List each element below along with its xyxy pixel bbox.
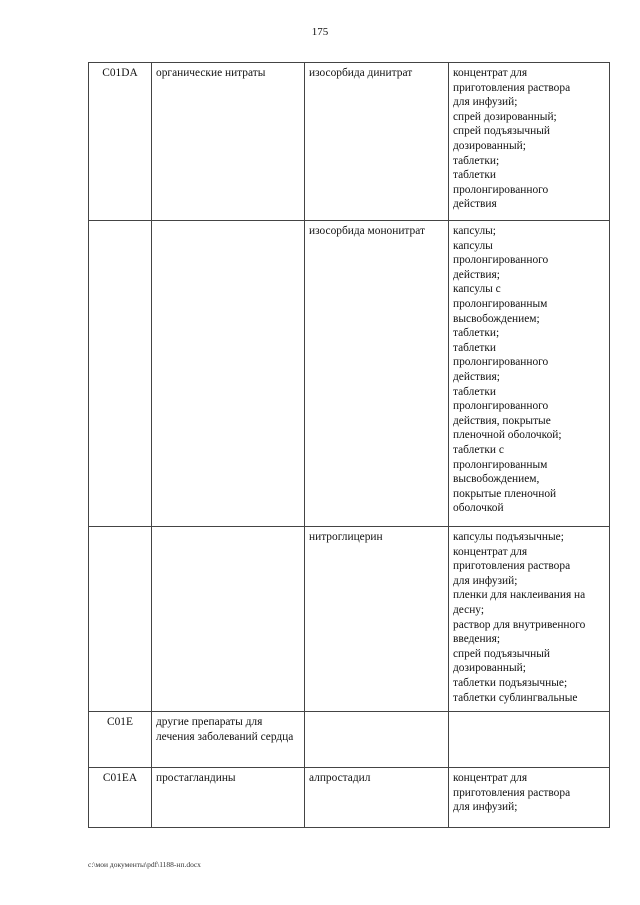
table-row [89,221,610,527]
substance-name-cell: алпростадил [305,768,449,828]
dosage-form-line: введения; [453,633,501,646]
dosage-form-line: пленки для наклеивания на [453,589,586,602]
substance-name-cell: изосорбида динитрат [305,63,449,221]
substance-name-cell: нитроглицерин [305,527,449,712]
dosage-form-line: приготовления раствора [453,786,571,799]
dosage-form-line: таблетки сублингвальные [453,691,578,704]
dosage-form-line: дозированный; [453,139,526,152]
substance-name-cell: изосорбида мононитрат [305,221,449,527]
dosage-form-line: покрытые пленочной [453,487,557,500]
dosage-form-line: раствор для внутривенного [453,618,586,631]
dosage-form-line: капсулы подъязычные; [453,531,564,543]
dosage-form-line: капсулы с [453,283,501,296]
dosage-form-line: таблетки с [453,443,504,456]
atc-code-cell: C01E [89,712,152,768]
dosage-form-line: спрей дозированный; [453,110,557,123]
dosage-form-line: оболочкой [453,502,504,515]
dosage-form-line: действия; [453,268,500,281]
page-number: 175 [311,26,329,38]
dosage-form-line: дозированный; [453,662,526,675]
pharmacological-group-cell: простагландины [152,768,305,828]
drug-table [88,62,610,828]
dosage-form-line: пролонгированным [453,458,548,471]
dosage-forms-cell [449,221,610,527]
dosage-form-line: для инфузий; [453,801,518,814]
dosage-form-line: капсулы; [453,225,496,237]
dosage-form-line: приготовления раствора [453,81,571,94]
dosage-form-line: таблетки; [453,154,500,167]
dosage-forms-cell [449,712,610,768]
pharmacological-group-cell: другие препараты для лечения заболеваний сердца [152,712,305,768]
dosage-form-line: таблетки подъязычные; [453,676,568,689]
dosage-form-line: для инфузий; [453,96,518,109]
dosage-form-line: десну; [453,603,484,616]
footer-file-path: c:\мои документы\pdf\1188-нп.docx [88,860,201,869]
atc-code-cell [89,221,152,527]
dosage-form-line: приготовления раствора [453,560,571,573]
table-row [89,63,610,221]
substance-name-cell [305,712,449,768]
dosage-form-line: действия; [453,370,500,383]
dosage-form-line: для инфузий; [453,574,518,587]
pharmacological-group-cell [152,527,305,712]
dosage-form-line: пролонгированного [453,254,549,267]
dosage-form-line: высвобождением, [453,473,540,486]
dosage-form-line: таблетки [453,385,497,398]
pharmacological-group-cell [152,221,305,527]
dosage-forms-cell [449,63,610,221]
dosage-form-line: пролонгированным [453,297,548,310]
table-row [89,712,610,768]
atc-code-cell [89,527,152,712]
dosage-form-line: действия, покрытые [453,414,551,427]
dosage-form-line: концентрат для [453,772,528,784]
dosage-forms-cell [449,527,610,712]
dosage-form-line: действия [453,198,497,211]
dosage-form-line: таблетки [453,169,497,182]
atc-code-cell: C01DA [89,63,152,221]
dosage-form-line: таблетки; [453,327,500,340]
dosage-form-line: пролонгированного [453,356,549,369]
dosage-form-line: пленочной оболочкой; [453,429,562,442]
dosage-form-line: пролонгированного [453,183,549,196]
dosage-form-line: концентрат для [453,545,528,558]
table-row [89,768,610,828]
dosage-form-line: спрей подъязычный [453,647,550,660]
dosage-form-line: высвобождением; [453,312,540,325]
pharmacological-group-cell: органические нитраты [152,63,305,221]
dosage-form-line: таблетки [453,341,497,354]
dosage-form-line: капсулы [453,239,493,252]
dosage-form-line: спрей подъязычный [453,125,550,138]
table-row [89,527,610,712]
atc-code-cell: C01EA [89,768,152,828]
table-body [89,63,610,828]
dosage-form-line: пролонгированного [453,400,549,413]
dosage-forms-cell [449,768,610,828]
dosage-form-line: концентрат для [453,67,528,79]
